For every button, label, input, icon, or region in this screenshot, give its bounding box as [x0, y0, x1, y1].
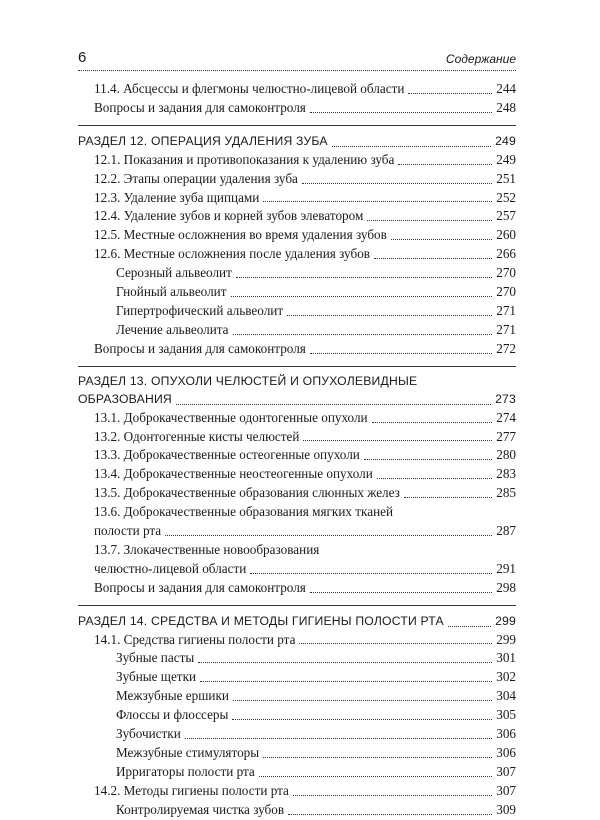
- dot-leader: [448, 626, 491, 627]
- dot-leader: [364, 459, 492, 460]
- dot-leader: [200, 681, 492, 682]
- toc-entry-page: 301: [496, 650, 516, 666]
- toc-entry-page: 280: [496, 447, 516, 463]
- toc-entry-title: 13.1. Доброкачественные одонтогенные опухоли: [94, 409, 368, 425]
- dot-leader: [299, 643, 492, 644]
- toc-entry-title: челюстно-лицевой области: [94, 560, 247, 576]
- toc-entry-wrap-line: [78, 503, 516, 522]
- header-dotted-rule: [78, 70, 516, 71]
- toc-entry-wrap-line: [78, 541, 516, 560]
- section-heading-13: [78, 390, 516, 409]
- toc-entry-page: 304: [496, 688, 516, 704]
- toc-subentry: [78, 264, 516, 283]
- toc-entry-title: 12.1. Показания и противопоказания к удалению зуба: [94, 151, 395, 167]
- toc-entry: [78, 446, 516, 465]
- toc-entry: [78, 245, 516, 264]
- toc-entry-title: Межзубные стимуляторы: [116, 745, 260, 760]
- toc-entry-page: 248: [496, 99, 516, 115]
- toc-subentry: [78, 283, 516, 302]
- toc-subentry: [78, 687, 516, 706]
- toc-subentry: [78, 725, 516, 744]
- dot-leader: [367, 220, 492, 221]
- toc-subentry: [78, 744, 516, 763]
- toc-entry-page: 305: [496, 707, 516, 723]
- toc-entry: [78, 631, 516, 650]
- toc-entry-title: 12.3. Удаление зуба щипцами: [94, 189, 260, 205]
- toc-entry-page: 299: [496, 631, 516, 647]
- toc-entry-page: 298: [496, 579, 516, 595]
- section-title: ОБРАЗОВАНИЯ: [78, 391, 172, 406]
- dot-leader: [391, 239, 492, 240]
- running-title: Содержание: [445, 52, 516, 66]
- toc-entry-page: 252: [496, 189, 516, 205]
- toc-entry-title: Межзубные ершики: [116, 688, 229, 704]
- dot-leader: [176, 404, 491, 405]
- dot-leader: [287, 315, 492, 316]
- toc-entry: [78, 99, 516, 118]
- toc-entry-page: 302: [496, 669, 516, 685]
- dot-leader: [372, 422, 492, 423]
- toc-entry-page: 285: [496, 485, 516, 501]
- dot-leader: [332, 146, 491, 147]
- dot-leader: [165, 535, 492, 536]
- toc-entry-title: Зубочистки: [116, 726, 181, 742]
- toc-entry-page: 270: [496, 265, 516, 281]
- section-title: РАЗДЕЛ 14. СРЕДСТВА И МЕТОДЫ ГИГИЕНЫ ПОЛОСТИ РТА: [78, 613, 444, 628]
- dot-leader: [259, 776, 492, 777]
- section-title: РАЗДЕЛ 12. ОПЕРАЦИЯ УДАЛЕНИЯ ЗУБА: [78, 133, 328, 148]
- toc-entry-page: 274: [496, 409, 516, 425]
- toc-entry: [78, 207, 516, 226]
- toc-entry-title: 14.1. Средства гигиены полости рта: [94, 631, 296, 647]
- toc-entry: [78, 80, 516, 99]
- toc-entry-page: 307: [496, 782, 516, 798]
- dot-leader: [310, 353, 492, 354]
- toc-entry-title: Серозный альвеолит: [116, 265, 232, 281]
- toc-entry-title: Зубные пасты: [116, 650, 195, 666]
- dot-leader: [288, 814, 492, 815]
- toc-entry-title: Гнойный альвеолит: [116, 284, 227, 300]
- toc-entry-title: 13.3. Доброкачественные остеогенные опухоли: [94, 447, 360, 463]
- toc-entry: [78, 170, 516, 189]
- dot-leader: [250, 573, 492, 574]
- toc-entry: [78, 484, 516, 503]
- toc-entry-title: 12.4. Удаление зубов и корней зубов элеватором: [94, 208, 364, 224]
- toc-entry-title: Контролируемая чистка зубов: [116, 801, 285, 817]
- toc-entry-title: 12.6. Местные осложнения после удаления зубов: [94, 246, 371, 262]
- toc-entry-title: Зубные щетки: [116, 669, 197, 685]
- section-heading-14: [78, 612, 516, 631]
- section-page: 299: [495, 613, 516, 628]
- toc-entry-title: 13.2. Одонтогенные кисты челюстей: [94, 428, 300, 444]
- toc-entry: [78, 340, 516, 359]
- dot-leader: [233, 334, 492, 335]
- toc-entry-title: 13.5. Доброкачественные образования слюнных желез: [94, 485, 400, 501]
- toc-entry-page: 271: [496, 321, 516, 337]
- toc-entry: [78, 465, 516, 484]
- toc-entry-page: 277: [496, 428, 516, 444]
- toc-entry-title: 13.7. Злокачественные новообразования: [94, 541, 320, 557]
- toc-entry-page: 271: [496, 302, 516, 318]
- dot-leader: [310, 112, 492, 113]
- toc-entry-title: 12.2. Этапы операции удаления зуба: [94, 170, 298, 186]
- toc-entry-page: 244: [496, 81, 516, 96]
- toc-subentry: [78, 706, 516, 725]
- toc-entry-page: 266: [496, 246, 516, 262]
- toc-entry-page: 251: [496, 170, 516, 186]
- section-heading-12: [78, 132, 516, 151]
- toc-subentry: [78, 302, 516, 321]
- dot-leader: [236, 277, 492, 278]
- dot-leader: [408, 93, 492, 94]
- dot-leader: [293, 795, 492, 796]
- toc-entry-title: 13.6. Доброкачественные образования мягких тканей: [94, 504, 394, 520]
- toc-entry-title: Лечение альвеолита: [116, 321, 229, 337]
- dot-leader: [398, 164, 492, 165]
- toc-entry-title: полости рта: [94, 523, 162, 539]
- toc-entry-page: 309: [496, 801, 516, 817]
- toc-entry-page: 272: [496, 340, 516, 356]
- toc-subentry: [78, 763, 516, 782]
- section-divider: [78, 366, 516, 367]
- toc-subentry: [78, 321, 516, 340]
- toc-entry-page: 249: [496, 151, 516, 167]
- dot-leader: [185, 738, 492, 739]
- toc-entry-title: 12.5. Местные осложнения во время удаления зубов: [94, 227, 387, 243]
- dot-leader: [374, 258, 492, 259]
- toc-entry: [78, 226, 516, 245]
- toc-entry: [78, 189, 516, 208]
- toc-entry: [78, 151, 516, 170]
- dot-leader: [302, 183, 492, 184]
- toc-entry-title: Вопросы и задания для самоконтроля: [94, 99, 306, 115]
- toc-subentry: [78, 649, 516, 668]
- toc-entry: [78, 782, 516, 801]
- toc-entry: [78, 522, 516, 541]
- dot-leader: [233, 700, 492, 701]
- section-page: 249: [495, 133, 516, 148]
- toc-entry-page: 283: [496, 466, 516, 482]
- toc-entry-page: 287: [496, 523, 516, 539]
- toc-entry-page: 270: [496, 284, 516, 300]
- page-header: [78, 47, 516, 71]
- toc-subentry: [78, 668, 516, 687]
- toc-entry: [78, 560, 516, 579]
- toc-entry-title: Гипертрофический альвеолит: [116, 302, 284, 318]
- dot-leader: [263, 757, 492, 758]
- dot-leader: [377, 478, 492, 479]
- dot-leader: [231, 296, 493, 297]
- toc-entry-page: 306: [496, 745, 516, 760]
- section-divider: [78, 605, 516, 606]
- dot-leader: [232, 719, 492, 720]
- dot-leader: [263, 201, 492, 202]
- toc-entry-page: 257: [496, 208, 516, 224]
- section-divider: [78, 125, 516, 126]
- toc-entry-page: 307: [496, 763, 516, 779]
- toc-entry-title: Вопросы и задания для самоконтроля: [94, 579, 306, 595]
- dot-leader: [303, 440, 492, 441]
- toc-subentry: [78, 801, 516, 820]
- toc-entry: [78, 579, 516, 598]
- toc-entry-page: 306: [496, 726, 516, 742]
- toc-entry-title: Вопросы и задания для самоконтроля: [94, 340, 306, 356]
- toc-entry-page: 260: [496, 227, 516, 243]
- section-page: 273: [495, 391, 516, 406]
- toc-entry-title: Ирригаторы полости рта: [116, 763, 255, 779]
- table-of-contents: [78, 80, 516, 820]
- toc-entry: [78, 428, 516, 447]
- section-title-line: РАЗДЕЛ 13. ОПУХОЛИ ЧЕЛЮСТЕЙ И ОПУХОЛЕВИДНЫЕ: [78, 373, 418, 388]
- toc-entry-page: 291: [496, 560, 516, 576]
- toc-entry-title: Флоссы и флоссеры: [116, 707, 229, 723]
- dot-leader: [310, 592, 492, 593]
- page-number: 6: [78, 49, 87, 66]
- toc-entry-title: 11.4. Абсцессы и флегмоны челюстно-лицевой области: [94, 81, 405, 96]
- toc-entry-title: 13.4. Доброкачественные неостеогенные опухоли: [94, 466, 373, 482]
- dot-leader: [404, 497, 492, 498]
- dot-leader: [198, 662, 492, 663]
- toc-entry-title: 14.2. Методы гигиены полости рта: [94, 782, 289, 798]
- toc-entry: [78, 409, 516, 428]
